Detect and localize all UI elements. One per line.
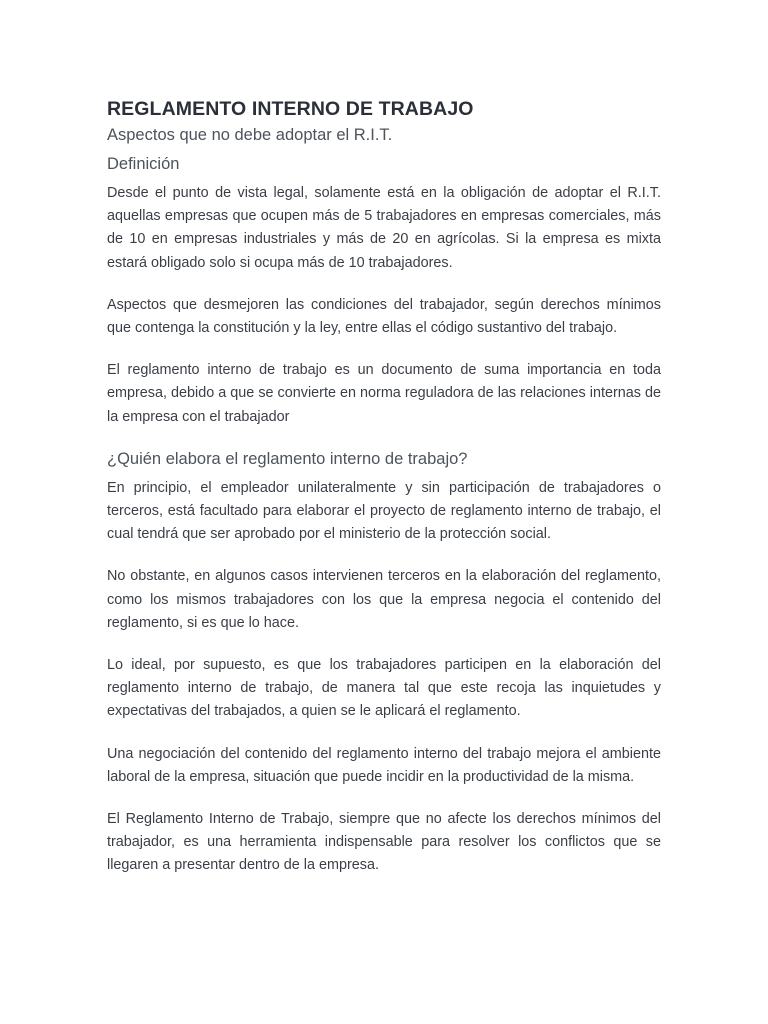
section-heading-quien-elabora: ¿Quién elabora el reglamento interno de trabajo?: [107, 449, 468, 468]
paragraph-6: Lo ideal, por supuesto, es que los trabajadores participen en la elaboración del reglamento interno de trabajo, de manera tal que este recoja las inquietudes y expectativas del trabajados, a quien se le aplicará el reglamento.: [107, 657, 661, 720]
paragraph-5: No obstante, en algunos casos intervienen terceros en la elaboración del reglamento, como los mismos trabajadores con los que la empresa negocia el contenido del reglamento, si es que lo hace.: [107, 568, 661, 631]
document-subtitle: Aspectos que no debe adoptar el R.I.T.: [107, 126, 393, 144]
paragraph-8: El Reglamento Interno de Trabajo, siempre que no afecte los derechos mínimos del trabajador, es una herramienta indispensable para resolver los conflictos que se llegaren a presentar dentro de la empresa.: [107, 811, 661, 874]
paragraph-1: Desde el punto de vista legal, solamente está en la obligación de adoptar el R.I.T. aquellas empresas que ocupen más de 5 trabajadores en empresas comerciales, más de 10 en empresas industriales y más de 20 en agrícolas. Si la empresa es mixta estará obligado solo si ocupa más de 10 trabajadores.: [107, 185, 661, 271]
document-title: REGLAMENTO INTERNO DE TRABAJO: [107, 98, 474, 120]
document-page: [107, 96, 661, 878]
paragraph-2: Aspectos que desmejoren las condiciones del trabajador, según derechos mínimos que contenga la constitución y la ley, entre ellas el código sustantivo del trabajo.: [107, 296, 661, 337]
paragraph-7: Una negociación del contenido del reglamento interno del trabajo mejora el ambiente laboral de la empresa, situación que puede incidir en la productividad de la misma.: [107, 745, 661, 785]
paragraph-3: El reglamento interno de trabajo es un documento de suma importancia en toda empresa, debido a que se convierte en norma reguladora de las relaciones internas de la empresa con el trabajador: [107, 362, 661, 425]
paragraph-4: En principio, el empleador unilateralmente y sin participación de trabajadores o terceros, está facultado para elaborar el proyecto de reglamento interno de trabajo, el cual tendrá que ser aprobado por el ministerio de la protección social.: [107, 479, 661, 543]
section-heading-definicion: Definición: [107, 155, 180, 173]
